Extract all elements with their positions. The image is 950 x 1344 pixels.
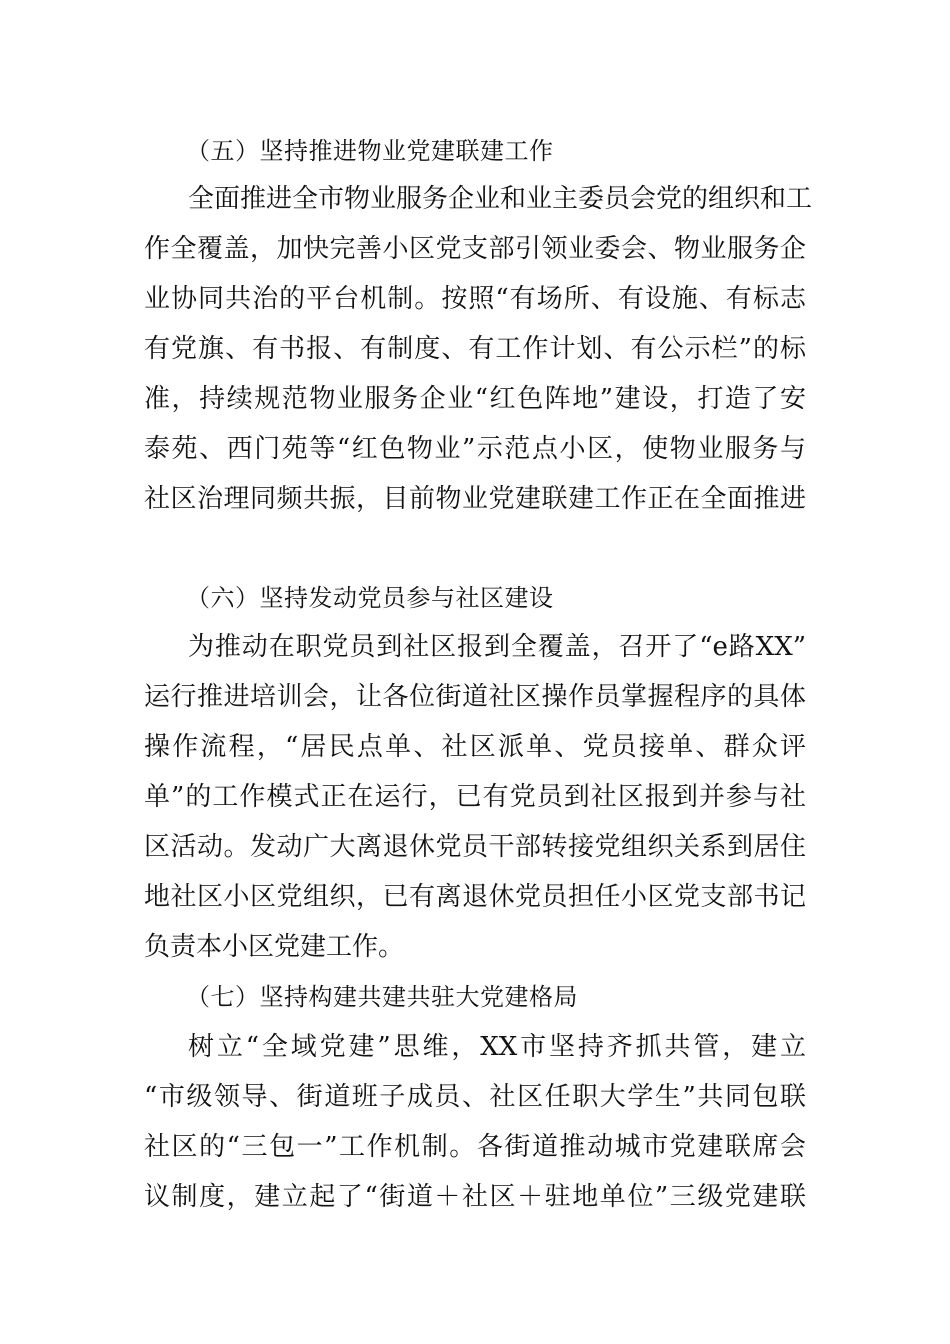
- paragraph-line: “市级领导、街道班子成员、社区任职大学生”共同包联: [144, 1082, 806, 1112]
- paragraph-line: 负责本小区党建工作。: [144, 932, 405, 962]
- paragraph-line: 树立“全域党建”思维，XX市坚持齐抓共管，建立: [188, 1032, 806, 1062]
- paragraph-line: 准，持续规范物业服务企业“红色阵地”建设，打造了安: [144, 384, 806, 414]
- paragraph-line: 单”的工作模式正在运行，已有党员到社区报到并参与社: [144, 782, 806, 812]
- paragraph-line: 区活动。发动广大离退休党员干部转接党组织关系到居住: [144, 832, 806, 862]
- paragraph-line: 地社区小区党组织，已有离退休党员担任小区党支部书记: [144, 882, 806, 912]
- paragraph-line: 泰苑、西门苑等“红色物业”示范点小区，使物业服务与: [144, 434, 806, 464]
- paragraph-line: 社区治理同频共振，目前物业党建联建工作正在全面推进: [144, 484, 806, 514]
- paragraph-line: 有党旗、有书报、有制度、有工作计划、有公示栏”的标: [144, 334, 806, 364]
- section-heading-5: （五）坚持推进物业党建联建工作: [186, 137, 554, 165]
- paragraph-line: 社区的“三包一”工作机制。各街道推动城市党建联席会: [144, 1132, 806, 1162]
- paragraph-line: 业协同共治的平台机制。按照“有场所、有设施、有标志: [144, 284, 806, 314]
- paragraph-line: 作全覆盖，加快完善小区党支部引领业委会、物业服务企: [144, 234, 806, 264]
- paragraph-line: 为推动在职党员到社区报到全覆盖，召开了“e路XX”: [188, 632, 806, 662]
- paragraph-line: 全面推进全市物业服务企业和业主委员会党的组织和工: [188, 184, 813, 214]
- paragraph-line: 操作流程，“居民点单、社区派单、党员接单、群众评: [144, 732, 806, 762]
- paragraph-line: 议制度，建立起了“街道＋社区＋驻地单位”三级党建联: [144, 1182, 806, 1212]
- section-heading-7: （七）坚持构建共建共驻大党建格局: [186, 983, 578, 1011]
- section-heading-6: （六）坚持发动党员参与社区建设: [186, 584, 554, 612]
- paragraph-line: 运行推进培训会，让各位街道社区操作员掌握程序的具体: [144, 682, 806, 712]
